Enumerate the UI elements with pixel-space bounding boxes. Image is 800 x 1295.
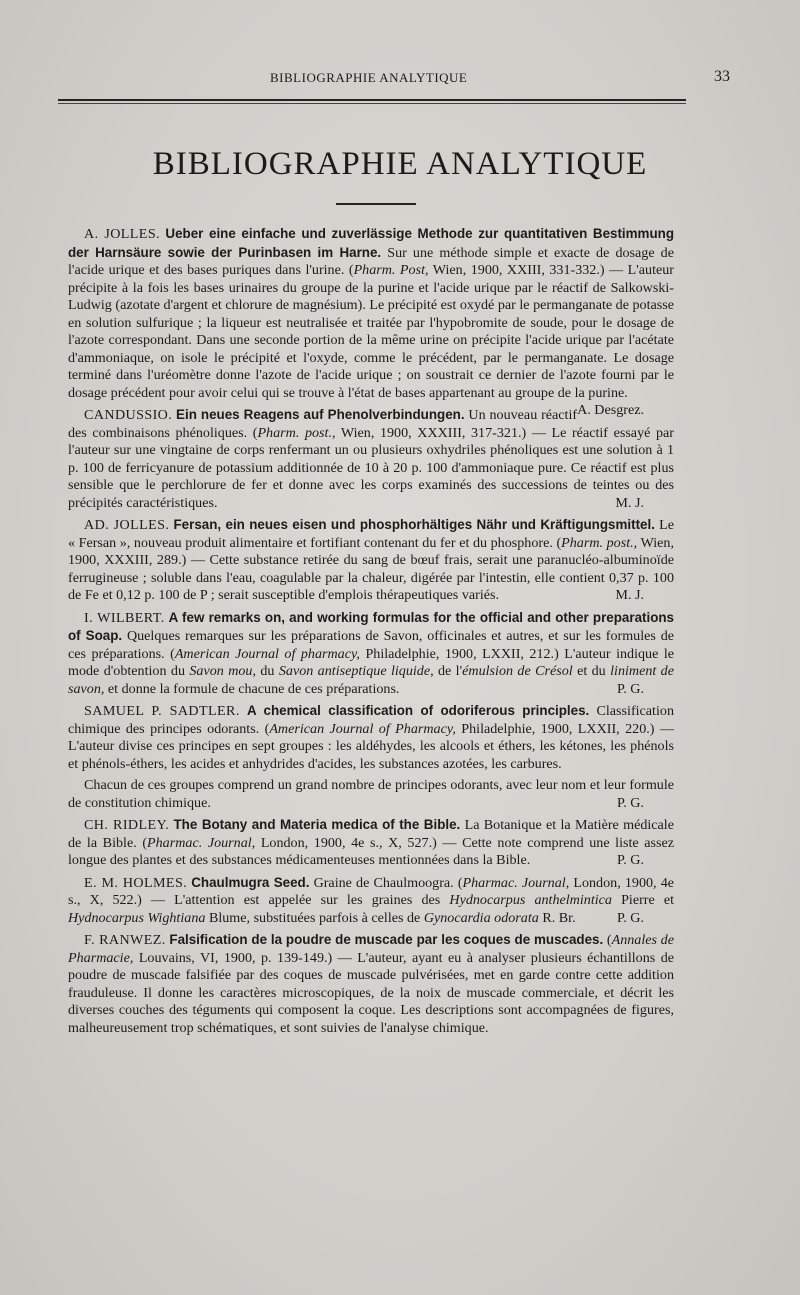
- entry-author: A. JOLLES.: [84, 226, 160, 242]
- entry-author: SAMUEL P. SADTLER.: [84, 703, 240, 719]
- entry-italic-term: Savon antiseptique liquide,: [278, 663, 434, 679]
- bibliography-entry: [68, 609, 674, 699]
- entry-text: de l': [433, 663, 463, 679]
- entry-text: Pierre et: [611, 892, 675, 908]
- entry-text: Blume, substituées parfois à celles de: [205, 909, 424, 926]
- entry-text: Louvains, VI, 1900, p. 139-149.) — L'auteur, ayant eu à analyser plusieurs échantillons de poudre de muscade falsifiée par des coques de muscade pulvérisées, met en garde contre cette addition frauduleuse. Il donne les caractères microscopiques, de la noix de muscade commerciale, et décrit les diverses couches des téguments qui composent la coque. Les descriptions sont accompagnées de figures, malheureusement trop schématiques, et sont suivies de l'analyse chimique.: [68, 949, 674, 1036]
- entry-text: Quelques remarques sur les préparations de Savon, officinales et autres, et sur les formules de ces préparations. (: [68, 628, 674, 662]
- entry-author: CH. RIDLEY.: [84, 817, 170, 833]
- entry-source: Pharm. post.,: [257, 424, 336, 441]
- entry-text: Wien, 1900, XXIII, 331-332.) — L'auteur précipite à la fois les bases urinaires du groupe de la purine et l'acide urique par le réactif de Salkowski-Ludwig (azotate d'argent et chlorure de magnésium). Le précipité est oxydé par le permanganate de potasse en solution sulfurique ; la liqueur est neutralisée et traitée par l'hypobromite de soude, pour le dosage de l'azote correspondant. Dans une seconde portion de la même urine on précipite l'acide urique par l'acétate d'ammoniaque, on isole le précipité et l'oxyde, comme le précédent, par le permanganate. Le dosage terminé dans l'uréomètre donne l'azote de l'acide urique ; on soustrait ce dernier de l'azote fourni par le dosage précédent pour avoir celui qui se trouve à l'état de bases appartenant au groupe de la purine.: [68, 262, 674, 401]
- entry-title: A chemical classification of odoriferous principles.: [246, 703, 590, 718]
- header-rule: [58, 99, 686, 101]
- entry-author: AD. JOLLES.: [84, 517, 170, 533]
- entry-title: Chaulmugra Seed.: [191, 874, 310, 890]
- entry-text: Philadelphie, 1900, LXXII, 212.) L'auteur indique le mode d'obtention du: [68, 645, 675, 679]
- entry-source: Pharm. Post,: [353, 262, 429, 278]
- entry-text: du: [256, 663, 279, 679]
- entry-title: Falsification de la poudre de muscade par les coques de muscades.: [169, 932, 604, 947]
- entry-text: Wien, 1900, XXXIII, 289.) — Cette substance retirée du sang de bœuf frais, serait une paranucléo-albuminoïde ferrugineuse ; soluble dans l'eau, coagulable par la chaleur, digérée par l'intestin, elle contient 0,37 p. 100 de Fe et 0,12 p. 100 de P ; serait susceptible d'emplois thérapeutiques variés.: [68, 534, 674, 603]
- header-rule-thin: [58, 103, 686, 104]
- entry-title: The Botany and Materia medica of the Bible.: [173, 817, 461, 832]
- entry-italic-term: Hydnocarpus anthelmintica: [449, 892, 612, 908]
- page-number: 33: [714, 68, 730, 85]
- entry-text: Sur une méthode simple et exacte de dosage de l'acide urique et des bases puriques dans l'urine. (: [68, 244, 674, 278]
- entry-text: Un nouveau réactif des combinaisons phénoliques. (: [68, 407, 578, 441]
- bibliography-entry: [68, 931, 674, 1037]
- entry-title: Ueber eine einfache und zuverlässige Methode zur quantitativen Bestimmung der Harnsäure sowie der Purinbasen im Harne.: [68, 226, 674, 260]
- entry-text: Philadelphie, 1900, LXXII, 220.) — L'auteur divise ces principes en sept groupes : les aldéhydes, les alcools et éthers, les kétones, les phénols et phénols-éthers, les acides et anhydrides d'acides, les substances azotées, les carbures.: [68, 720, 674, 772]
- entry-italic-term: liniment de savon,: [68, 663, 674, 697]
- entry-text: La Botanique et la Matière médicale de la Bible. (: [68, 817, 674, 851]
- entry-text: London, 1900, 4e s., X, 527.) — Cette note comprend une liste assez longue des plantes et des substances médicamenteuses mentionnées dans la Bible.: [68, 834, 675, 868]
- entry-italic-term: émulsion de Crésol: [462, 663, 573, 679]
- article-body: [68, 225, 674, 1041]
- entry-title: A few remarks on, and working formulas for the official and other preparations of Soap.: [68, 609, 675, 643]
- page-header: [60, 70, 730, 90]
- entry-source: Annales de Pharmacie,: [68, 932, 674, 966]
- entry-title: Ein neues Reagens auf Phenolverbindungen.: [176, 407, 465, 422]
- entry-title: Fersan, ein neues eisen und phosphorhältiges Nähr und Kräftigungsmittel.: [173, 517, 655, 532]
- entry-source: Pharm. post.,: [561, 534, 638, 551]
- entry-signature: P. G.: [616, 794, 644, 811]
- entry-source: American Journal of Pharmacy,: [269, 720, 456, 737]
- entry-signature: P. G.: [616, 852, 644, 868]
- entry-italic-term: Hydnocarpus Wightiana: [68, 909, 206, 926]
- bibliography-entry: [68, 516, 674, 605]
- entry-text: Classification chimique des principes odorants. (: [68, 703, 674, 737]
- entry-author: F. RANWEZ.: [84, 932, 166, 948]
- title-rule: [336, 203, 416, 205]
- entry-author: CANDUSSIO.: [84, 407, 173, 423]
- entry-text: et donne la formule de chacune de ces préparations.: [104, 680, 400, 697]
- entry-text: R. Br.: [538, 909, 576, 926]
- page-title: BIBLIOGRAPHIE ANALYTIQUE: [152, 146, 648, 182]
- entry-text: Le « Fersan », nouveau produit alimentaire et fortifiant contenant du fer et du phosphore. (: [68, 517, 674, 551]
- entry-signature: M. J.: [615, 494, 644, 511]
- bibliography-entry: [68, 702, 674, 773]
- entry-source: Pharmac. Journal,: [147, 834, 256, 851]
- entry-signature: P. G.: [616, 680, 644, 697]
- entry-text: (: [606, 932, 612, 948]
- entry-text: et du: [572, 663, 611, 679]
- entry-text: Graine de Chaulmoogra. (: [313, 874, 463, 891]
- entry-italic-term: Savon mou,: [189, 663, 256, 679]
- bibliography-entry: [68, 406, 674, 512]
- entry-signature: M. J.: [615, 587, 644, 603]
- entry-source: Pharmac. Journal,: [462, 874, 570, 891]
- entry-italic-term: Gynocardia odorata: [423, 909, 539, 926]
- running-title: BIBLIOGRAPHIE ANALYTIQUE: [270, 70, 468, 85]
- entry-text: London, 1900, 4e s., X, 522.) — L'attention est appelée sur les graines des: [68, 874, 674, 908]
- entry-signature: P. G.: [616, 909, 644, 926]
- entry-source: American Journal of pharmacy,: [174, 645, 360, 662]
- bibliography-entry: [68, 874, 674, 928]
- entry-author: I. WILBERT.: [84, 609, 165, 626]
- entry-author: E. M. HOLMES.: [84, 874, 188, 891]
- entry-text: Wien, 1900, XXXIII, 317-321.) — Le réactif essayé par l'auteur sur une vingtaine de corps renfermant un ou plusieurs oxhydriles phénoliques est une solution à 1 p. 100 de ferricyanure de potassium additionnée de 10 à 20 p. 100 d'ammoniaque pure. Ce réactif est plus sensible que le perchlorure de fer et donne avec les corps examinés des successions de teintes ou des précipités caractéristiques.: [68, 424, 674, 511]
- entry-text: Chacun de ces groupes comprend un grand nombre de principes odorants, avec leur nom et leur formule de constitution chimique.: [68, 777, 674, 811]
- bibliography-entry: [68, 816, 674, 870]
- entry-signature: A. Desgrez.: [577, 402, 644, 418]
- entry-paragraph: [68, 777, 674, 812]
